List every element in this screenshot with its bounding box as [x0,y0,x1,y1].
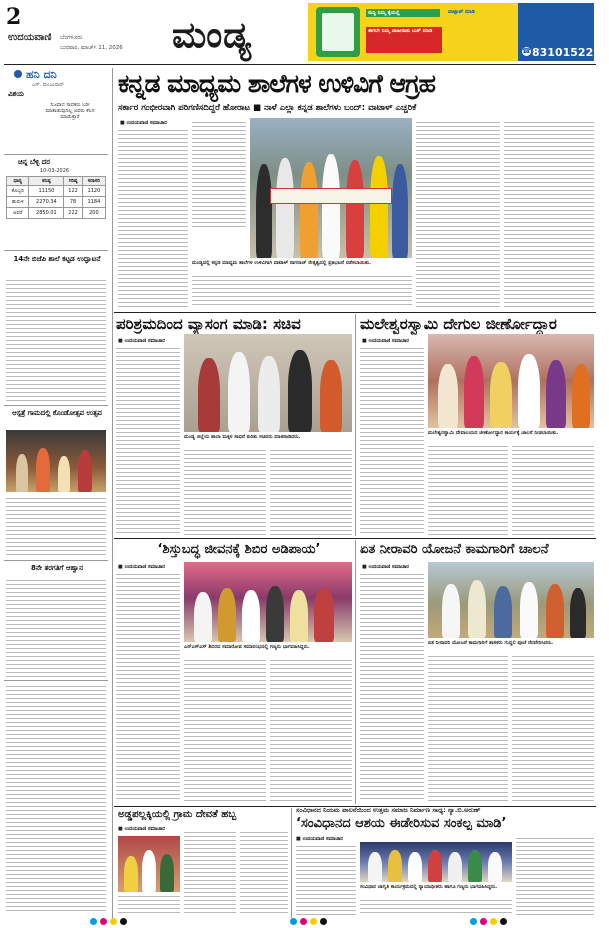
story5-photo-groundbreaking [428,562,594,638]
market-col-header: ಕನಿಷ್ಠ [29,177,64,186]
story2-body-col2 [184,448,266,536]
sidebar-story2-body [6,496,106,558]
lead-body-col2 [192,120,246,230]
market-cell: ಕೊಬ್ಬರಿ [7,186,29,197]
market-cell: 2270.34 [29,197,64,208]
story6-headline: ಅಡ್ಡಪಲ್ಲಕ್ಕಿಯಲ್ಲಿ ಗ್ರಾಮ ದೇವತೆ ಹಬ್ಬ [118,809,237,820]
story6-body-col3 [118,894,180,916]
ad-text-1: ಸುದ್ದಿ ನಿಮ್ಮ ಕೈಯಲ್ಲಿ [366,9,440,17]
market-row [7,186,106,197]
story3-photo-temple [428,334,594,428]
story4-body-col1 [116,572,180,802]
lead-headline: ಕನ್ನಡ ಮಾಧ್ಯಮ ಶಾಲೆಗಳ ಉಳಿವಿಗೆ ಆಗ್ರಹ [118,69,435,98]
story2-photo-students [184,334,352,432]
story5-headline: ಏತ ನೀರಾವರಿ ಯೋಜನೆ ಕಾಮಗಾರಿಗೆ ಚಾಲನೆ [360,542,549,557]
story7-byline: ■ ಉದಯವಾಣಿ ಸಮಾಚಾರ [296,836,343,842]
story3-body-col2 [428,444,508,536]
story5-photo-caption: ಏತ ನೀರಾವರಿ ಯೋಜನೆ ಕಾಮಗಾರಿಗೆ ಶಾಸಕರು ಗುದ್ದಲಿ ಪೂಜೆ ನೆರವೇರಿಸಿದರು. [428,640,554,646]
story5-body-col3 [512,654,594,802]
market-cell: 11150 [29,186,64,197]
story3-byline: ■ ಉದಯವಾಣಿ ಸಮಾಚಾರ [362,338,409,344]
story4-byline: ■ ಉದಯವಾಣಿ ಸಮಾಚಾರ [118,564,165,570]
paper-name: ಉದಯವಾಣಿ [8,32,52,43]
market-col-header: ಸರಾಸರಿ [82,177,105,186]
story6-photo-procession [118,836,180,892]
market-col-header: ಧಾನ್ಯ [7,177,29,186]
edition-label: ಬೆಂಗಳೂರು [60,34,83,41]
market-table [6,176,106,219]
brand-title: ಹನಿ ದನಿ [26,68,57,81]
phone-icon: ☎ [522,47,531,55]
header-ad[interactable] [308,3,609,61]
story4-body-col3 [270,658,352,802]
market-date: 10-03-2026 [40,168,70,174]
market-cell: 122 [64,186,82,197]
story3-body-col3 [512,444,594,536]
market-col-header: ಗರಿಷ್ಠ [64,177,82,186]
sidebar-story3-body [6,578,106,678]
sidebar-story3-headline: 8ನೇ ತರಗತಿಗೆ ಆಹ್ವಾನ [31,564,83,572]
sidebar-story1-headline: 14ನೇ ಬಿಜೆಪಿ ಶಾಲೆ ಕಟ್ಟಡ ಉದ್ಘಾಟನೆ [13,255,101,263]
story3-body-col1 [360,346,424,536]
lead-subhead: ಸರ್ಕಾರ ಗಂಭೀರವಾಗಿ ಪರಿಗಣಿಸದಿದ್ದರೆ ಹೋರಾಟ ■ ನಾಳೆ ಎಲ್ಲಾ ಕನ್ನಡ ಶಾಲೆಗಳು ಬಂದ್: ವಾಟಾಳ್ ಎಚ್ಚರಿಕೆ [118,103,417,113]
lead-body-col1 [118,128,188,308]
story6-body-col2 [240,830,288,916]
issue-date: ಬುಧವಾರ, ಮಾರ್ಚ್ 11, 2026 [60,45,123,51]
story7-body-col2 [360,898,512,916]
story7-photo-constitution-event [360,842,512,882]
story6-byline: ■ ಉದಯವಾಣಿ ಸಮಾಚಾರ [118,826,165,832]
sidebar-story1-body [6,278,106,403]
lead-body-col3 [192,274,412,308]
market-title: ಚಿನ್ನ ಬೆಳ್ಳಿ ದರ [18,158,50,166]
ad-phone-number: 8310152292 [532,46,609,59]
district-title: ಮಂಡ್ಯ [172,14,253,56]
market-cell: 200 [82,208,105,219]
print-color-marks [90,918,510,926]
story6-body-col1 [184,830,236,916]
story4-photo-caption: ಎನ್ಎಸ್ಎಸ್ ಶಿಬಿರದ ಸಮಾರೋಪ ಸಮಾರಂಭದಲ್ಲಿ ಗಣ್ಯರು ಭಾಗವಹಿಸಿದ್ದರು. [184,644,310,650]
market-cell: 2850.01 [29,208,64,219]
story7-kicker: ಸಂವಿಧಾನದ ನಿಯಮ ಪಾಲನೆಯಿಂದ ಉತ್ತಮ ಸಮಾಜ ನಿರ್ಮಾಣ ಸಾಧ್ಯ: ನ್ಯಾ.ಬಿ.ಅರುಣ್ [296,806,481,814]
sidebar-photo-festival [6,430,106,492]
story2-body-col3 [270,448,352,536]
story7-body-col1 [296,844,356,916]
story4-body-col2 [184,658,266,802]
story4-headline: ‘ಶಿಸ್ತುಬದ್ಧ ಜೀವನಕ್ಕೆ ಶಿಬಿರ ಅಡಿಪಾಯ’ [157,542,321,557]
page-number: 2 [6,4,22,30]
lead-body-col5 [504,120,594,308]
market-cell: 1184 [82,197,105,208]
sidebar [4,68,110,920]
ad-text-3: ವಾಟ್ಸಾಪ್ ಮಾಡಿ [448,9,475,15]
story2-headline: ಪರಿಶ್ರಮದಿಂದ ವ್ಯಾಸಂಗ ಮಾಡಿ: ಸಚಿವ [116,315,301,333]
story2-byline: ■ ಉದಯವಾಣಿ ಸಮಾಚಾರ [118,338,165,344]
story3-photo-caption: ಮಲೇಶ್ವರಸ್ವಾಮಿ ದೇವಾಲಯದ ಜೀರ್ಣೋದ್ಧಾರ ಕಾರ್ಯಕ್ಕೆ ಚಾಲನೆ ನೀಡಲಾಯಿತು. [428,430,559,436]
sidebar-story2-headline: ಆಸ್ಪತ್ರೆ ಗಾಮದಲ್ಲಿ ಕೊಂಡೋತ್ಸವ ಉತ್ಸವ [12,409,102,417]
lead-body-col4 [416,120,500,308]
story5-body-col1 [360,572,424,802]
market-cell: 222 [64,208,82,219]
lead-photo-caption: ಮಂಡ್ಯದಲ್ಲಿ ಕನ್ನಡ ಮಾಧ್ಯಮ ಶಾಲೆಗಳ ಉಳಿವಿಗಾಗಿ ವಾಟಾಳ್ ನಾಗರಾಜ್ ನೇತೃತ್ವದಲ್ಲಿ ಪ್ರತಿಭಟನೆ ನಡೆಸಲಾಯಿತು. [192,260,372,266]
market-cell: 78 [64,197,82,208]
brand-logo-icon [14,70,22,78]
lead-photo-protest [250,118,412,258]
story5-byline: ■ ಉದಯವಾಣಿ ಸಮಾಚಾರ [362,564,409,570]
market-row [7,197,106,208]
sidebar-listing [6,684,106,912]
story7-photo-caption: ಸಂವಿಧಾನ ಜಾಗೃತಿ ಕಾರ್ಯಕ್ರಮದಲ್ಲಿ ನ್ಯಾಯಾಧೀಶರು ಹಾಗೂ ಗಣ್ಯರು ಭಾಗವಹಿಸಿದ್ದರು. [360,884,498,890]
market-cell: 1120 [82,186,105,197]
story2-body-col1 [116,346,180,536]
story2-photo-caption: ಮಂಡ್ಯ ಜಿಲ್ಲೆಯ ಶಾಲಾ ಮಕ್ಕಳ ಸಾಧನೆ ಕುರಿತು ಸಚಿವರು ಮಾತನಾಡಿದರು. [184,434,301,440]
ad-text-2: ಈಗಲೇ ನಿಮ್ಮ ಜಾಹೀರಾತು ಬುಕ್ ಮಾಡಿ [366,27,442,53]
market-cell: ಹುರುಳಿ [7,197,29,208]
market-cell: ಅವರೆ [7,208,29,219]
story7-headline: ‘ಸಂವಿಧಾನದ ಆಶಯ ಈಡೇರಿಸುವ ಸಂಕಲ್ಪ ಮಾಡಿ’ [296,816,507,831]
story3-headline: ಮಲೇಶ್ವರಸ್ವಾಮಿ ದೇಗುಲ ಜೀರ್ಣೋದ್ಧಾರ [360,315,557,333]
story7-body-col3 [516,836,594,916]
quote-text: ನಿಜವಾದ ಸಾಧಕರು ಬರೀ ಮಾತಾಡುವುದಿಲ್ಲ ಅವರು ಕೆಲಸ ಮಾಡುತ್ತಾರೆ [45,102,95,120]
story4-photo-camp [184,562,352,642]
lead-byline: ■ ಉದಯವಾಣಿ ಸಮಾಚಾರ [120,120,167,126]
brand-author: ಎಸ್. ಮಂಜುನಾಥ್ [32,82,64,88]
story5-body-col2 [428,654,508,802]
quote-title: ವಿಶಯ [8,90,24,98]
market-row [7,208,106,219]
